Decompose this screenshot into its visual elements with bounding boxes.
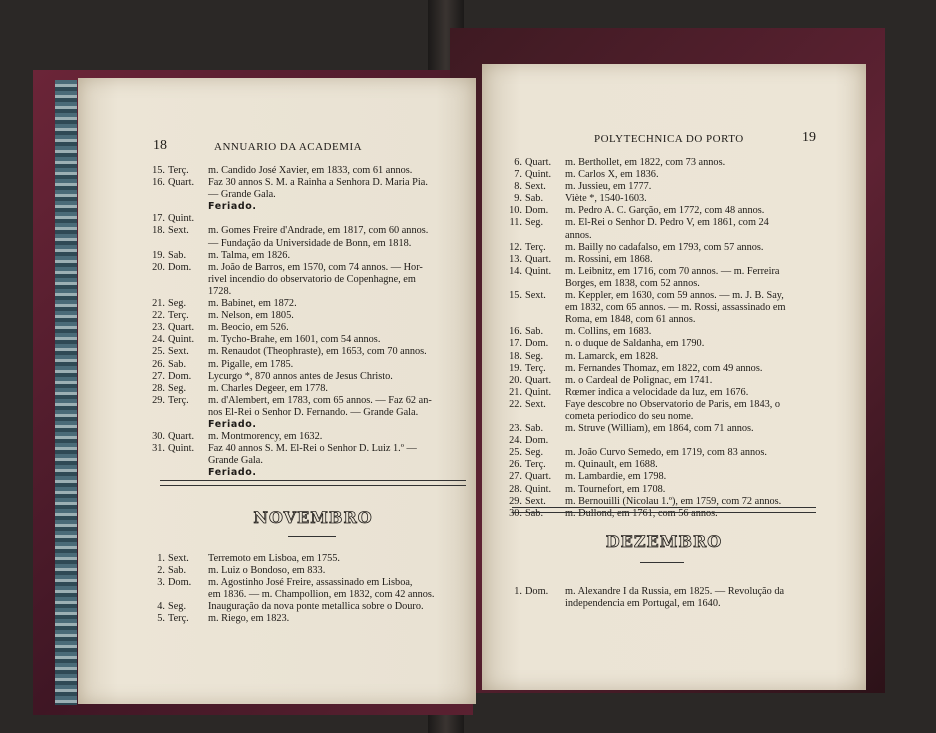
entry-weekday: Quint. xyxy=(168,334,195,346)
entry-day xyxy=(148,286,165,298)
entry-weekday: Terç. xyxy=(525,459,546,471)
entry-day xyxy=(148,201,165,213)
entry-row xyxy=(148,589,468,601)
entry-day: 24. xyxy=(152,334,165,346)
entry-text: m. Beocio, em 526. xyxy=(208,322,289,334)
entry-row xyxy=(500,169,820,181)
entry-row xyxy=(148,262,468,274)
entry-day: 31. xyxy=(152,443,165,455)
entry-day xyxy=(500,302,522,314)
entry-weekday xyxy=(168,201,208,213)
entry-day: 22. xyxy=(152,310,165,322)
entry-text: m. Gomes Freire d'Andrade, em 1817, com 60 annos. xyxy=(208,225,429,237)
entry-weekday: Seg. xyxy=(168,382,187,394)
entry-day xyxy=(148,467,165,479)
title-underline xyxy=(288,536,336,537)
entry-day: 24. xyxy=(509,435,522,447)
entry-row xyxy=(500,399,820,411)
entry-day: 8. xyxy=(514,181,522,193)
entry-row xyxy=(148,201,468,213)
entry-weekday: Sext. xyxy=(525,495,546,507)
entry-weekday: Sab. xyxy=(525,326,544,338)
entry-weekday: Sab. xyxy=(168,358,187,370)
page-number: 19 xyxy=(802,130,816,145)
entry-row xyxy=(500,423,820,435)
entry-text: annos. xyxy=(565,229,592,241)
entry-row xyxy=(148,238,468,250)
entry-text: m. Dullond, em 1761, com 56 annos. xyxy=(565,507,718,519)
entry-row xyxy=(500,459,820,471)
entry-text: Rœmer indica a velocidade da luz, em 1676. xyxy=(565,386,749,398)
entry-day: 29. xyxy=(152,394,165,406)
entry-text: m. Fernandes Thomaz, em 1822, com 49 annos. xyxy=(565,362,763,374)
entry-text: Viète *, 1540-1603. xyxy=(565,193,647,205)
entry-text: m. Babinet, em 1872. xyxy=(208,298,297,310)
entry-text: m. Charles Degeer, em 1778. xyxy=(208,382,328,394)
entry-row xyxy=(148,565,468,577)
entry-row xyxy=(500,598,820,610)
entry-day: 1. xyxy=(157,553,165,564)
entry-day: 23. xyxy=(152,322,165,334)
entry-day xyxy=(500,278,522,290)
entry-text: m. Pedro A. C. Garção, em 1772, com 48 annos. xyxy=(565,205,765,217)
entry-row xyxy=(148,395,468,407)
entry-row xyxy=(500,351,820,363)
entry-day: 3. xyxy=(157,577,165,589)
entry-row xyxy=(500,230,820,242)
entry-text: Faz 30 annos S. M. a Rainha a Senhora D. Maria Pia. xyxy=(208,177,428,189)
entry-weekday xyxy=(525,278,565,290)
entry-text: m. Luiz o Bondoso, em 833. xyxy=(208,565,326,577)
entry-text: em 1832, com 65 annos. — m. Rossi, assassinado em xyxy=(565,302,786,314)
entry-text: m. Keppler, em 1630, com 59 annos. — m. J. B. Say, xyxy=(565,290,784,302)
entry-row xyxy=(148,274,468,286)
entry-weekday: Quart. xyxy=(168,177,195,189)
entry-weekday: Dom. xyxy=(525,586,549,597)
entry-row xyxy=(148,419,468,431)
entry-text: m. Agostinho José Freire, assassinado em Lisboa, xyxy=(208,577,413,589)
entry-text: rivel incendio do observatorio de Copenhagne, em xyxy=(208,273,416,285)
entry-row xyxy=(148,371,468,383)
entry-day xyxy=(148,238,165,250)
entry-text: independencia em Portugal, em 1640. xyxy=(565,598,721,610)
entry-weekday xyxy=(525,314,565,326)
entry-day: 1. xyxy=(514,586,522,597)
entry-day: 17. xyxy=(152,213,165,225)
entry-row xyxy=(500,447,820,459)
entry-row xyxy=(148,213,468,225)
entry-text: m. Tournefort, em 1708. xyxy=(565,483,666,495)
entry-weekday: Seg. xyxy=(168,601,187,613)
entry-weekday: Quint. xyxy=(168,443,195,455)
entry-row xyxy=(148,250,468,262)
entry-day: 15. xyxy=(152,165,165,176)
entry-day: 12. xyxy=(509,241,522,253)
entry-weekday: Sab. xyxy=(168,249,187,261)
entry-day: 21. xyxy=(152,298,165,310)
entry-day xyxy=(500,411,522,423)
entry-text: m. Struve (William), em 1864, com 71 annos. xyxy=(565,423,754,435)
entry-row xyxy=(500,290,820,302)
entry-text: m. João de Barros, em 1570, com 74 annos. — Hor- xyxy=(208,261,423,273)
entry-row xyxy=(148,189,468,201)
entry-day: 20. xyxy=(509,374,522,386)
entry-text: m. Collins, em 1683. xyxy=(565,326,652,338)
entry-day: 27. xyxy=(509,471,522,483)
entry-row xyxy=(148,455,468,467)
entry-weekday: Dom. xyxy=(525,338,549,350)
entry-text: m. El-Rei o Senhor D. Pedro V, em 1861, com 24 xyxy=(565,217,769,229)
entry-day: 27. xyxy=(152,370,165,382)
entry-text: m. Berthollet, em 1822, com 73 annos. xyxy=(565,157,726,168)
entry-day: 30. xyxy=(152,431,165,443)
entry-weekday: Quint. xyxy=(525,169,552,181)
entry-row xyxy=(500,375,820,387)
entry-day: 5. xyxy=(157,613,165,625)
entry-row xyxy=(500,157,820,169)
section-divider xyxy=(160,480,466,486)
entry-row xyxy=(148,601,468,613)
entry-day: 25. xyxy=(509,447,522,459)
entry-row xyxy=(500,338,820,350)
entry-weekday: Dom. xyxy=(168,370,192,382)
entry-weekday: Dom. xyxy=(525,435,549,447)
title-underline xyxy=(640,562,684,563)
december-entries xyxy=(500,586,820,610)
entry-row xyxy=(148,553,468,565)
entry-weekday: Dom. xyxy=(168,261,192,273)
entry-weekday: Sext. xyxy=(168,225,189,237)
november-entries-continued xyxy=(500,157,820,520)
entry-row xyxy=(148,310,468,322)
entry-row xyxy=(500,242,820,254)
entry-text: m. d'Alembert, em 1783, com 65 annos. — Faz 62 an- xyxy=(208,394,432,406)
entry-weekday: Terç. xyxy=(168,394,189,406)
entry-day xyxy=(148,274,165,286)
entry-weekday: Quart. xyxy=(525,374,552,386)
entry-weekday: Terç. xyxy=(525,241,546,253)
entry-text: n. o duque de Saldanha, em 1790. xyxy=(565,338,705,350)
entry-text: m. Montmorency, em 1632. xyxy=(208,431,323,443)
month-title: NOVEMBRO xyxy=(253,508,373,527)
entry-row xyxy=(148,359,468,371)
entry-day xyxy=(148,407,165,419)
entry-day: 26. xyxy=(152,358,165,370)
entry-weekday: Seg. xyxy=(525,350,544,362)
entry-row xyxy=(500,314,820,326)
entry-weekday: Quart. xyxy=(525,157,552,168)
entry-row xyxy=(500,411,820,423)
month-title: DEZEMBRO xyxy=(605,532,723,551)
entry-row xyxy=(148,322,468,334)
entry-text: Lycurgo *, 870 annos antes de Jesus Christo. xyxy=(208,370,393,382)
entry-row xyxy=(500,181,820,193)
november-entries xyxy=(148,553,468,626)
entry-weekday: Quart. xyxy=(168,322,195,334)
entry-text: m. Tycho-Brahe, em 1601, com 54 annos. xyxy=(208,334,381,346)
entry-weekday: Quint. xyxy=(168,213,195,225)
entry-row xyxy=(500,471,820,483)
entry-row xyxy=(500,363,820,375)
entry-text: m. o Cardeal de Polignac, em 1741. xyxy=(565,374,713,386)
entry-day: 9. xyxy=(514,193,522,205)
entry-weekday: Dom. xyxy=(525,205,549,217)
entry-weekday: Terç. xyxy=(525,362,546,374)
entry-day: 10. xyxy=(509,205,522,217)
entry-day: 28. xyxy=(152,382,165,394)
entry-text: nos El-Rei o Senhor D. Fernando. — Grande Gala. xyxy=(208,406,419,418)
entry-text: Roma, em 1848, com 61 annos. xyxy=(565,314,696,326)
entry-day: 17. xyxy=(509,338,522,350)
entry-day: 26. xyxy=(509,459,522,471)
running-header: ANNUARIO DA ACADEMIA xyxy=(214,141,363,153)
entry-day: 16. xyxy=(509,326,522,338)
entry-row xyxy=(148,407,468,419)
entry-row xyxy=(148,225,468,237)
entry-weekday xyxy=(525,230,565,242)
entry-row xyxy=(500,387,820,399)
entry-day: 19. xyxy=(152,249,165,261)
entry-weekday: Terç. xyxy=(168,165,189,176)
entry-weekday: Sext. xyxy=(168,346,189,358)
entry-day: 11. xyxy=(509,217,522,229)
entry-text: Grande Gala. xyxy=(208,455,263,467)
entry-row xyxy=(500,435,820,447)
entry-day: 14. xyxy=(509,265,522,277)
entry-text: Inauguração da nova ponte metallica sobre o Douro. xyxy=(208,601,424,613)
entry-weekday: Seg. xyxy=(525,217,544,229)
entry-text: Faz 40 annos S. M. El-Rei o Senhor D. Luiz 1.º — xyxy=(208,443,417,455)
entry-text: m. Quinault, em 1688. xyxy=(565,459,658,471)
entry-day: 22. xyxy=(509,398,522,410)
entry-text: m. Lamarck, em 1828. xyxy=(565,350,659,362)
entry-row xyxy=(500,193,820,205)
left-page xyxy=(78,78,476,704)
entry-weekday: Sab. xyxy=(525,423,544,435)
entry-row xyxy=(500,205,820,217)
entry-day: 13. xyxy=(509,253,522,265)
entry-weekday xyxy=(168,274,208,286)
entry-row xyxy=(148,577,468,589)
right-page xyxy=(482,64,866,690)
entry-day: 7. xyxy=(514,169,522,181)
entry-row xyxy=(500,254,820,266)
page-edge-marbling xyxy=(55,80,77,705)
entry-text: — Grande Gala. xyxy=(208,189,276,201)
entry-weekday: Sext. xyxy=(525,181,546,193)
entry-weekday: Quart. xyxy=(168,431,195,443)
entry-weekday xyxy=(525,598,565,610)
entry-text: m. Lambardie, em 1798. xyxy=(565,471,667,483)
entry-day: 30. xyxy=(509,507,522,519)
entry-row xyxy=(500,217,820,229)
section-divider xyxy=(512,507,816,513)
entry-row xyxy=(148,613,468,625)
entry-weekday xyxy=(168,419,208,431)
entry-text: m. Riego, em 1823. xyxy=(208,613,290,625)
holiday-label: Feriado. xyxy=(208,467,257,479)
entry-day: 16. xyxy=(152,177,165,189)
entry-row xyxy=(148,443,468,455)
entry-row xyxy=(148,334,468,346)
entry-text: m. Nelson, em 1805. xyxy=(208,310,294,322)
entry-day xyxy=(500,598,522,610)
entry-weekday: Quart. xyxy=(525,253,552,265)
entry-day: 23. xyxy=(509,423,522,435)
entry-text: — Fundação da Universidade de Bonn, em 1818. xyxy=(208,237,412,249)
entry-row xyxy=(500,266,820,278)
entry-weekday xyxy=(168,189,208,201)
entry-day: 2. xyxy=(157,565,165,577)
entry-day: 18. xyxy=(509,350,522,362)
entry-text: m. Carlos X, em 1836. xyxy=(565,169,659,181)
entry-day xyxy=(148,589,165,601)
entry-text: m. João Curvo Semedo, em 1719, com 83 annos. xyxy=(565,447,767,459)
entry-weekday: Quint. xyxy=(525,386,552,398)
entry-weekday: Sext. xyxy=(168,553,189,564)
entry-text: m. Rossini, em 1868. xyxy=(565,253,653,265)
entry-row xyxy=(500,326,820,338)
entry-weekday xyxy=(168,467,208,479)
entry-text: Borges, em 1838, com 52 annos. xyxy=(565,277,700,289)
entry-text: Faye descobre no Observatorio de Paris, em 1843, o xyxy=(565,398,781,410)
entry-text: m. Renaudot (Theophraste), em 1653, com 70 annos. xyxy=(208,346,427,358)
entry-row xyxy=(500,278,820,290)
entry-weekday: Quint. xyxy=(525,483,552,495)
entry-weekday xyxy=(525,302,565,314)
entry-weekday xyxy=(525,411,565,423)
entry-day: 25. xyxy=(152,346,165,358)
page-number: 18 xyxy=(153,138,167,153)
entry-weekday xyxy=(168,407,208,419)
entry-weekday xyxy=(168,286,208,298)
entry-row xyxy=(148,467,468,479)
holiday-label: Feriado. xyxy=(208,201,257,213)
entry-row xyxy=(148,346,468,358)
entry-text: Terremoto em Lisboa, em 1755. xyxy=(208,553,340,564)
entry-day xyxy=(500,230,522,242)
entry-weekday: Sext. xyxy=(525,398,546,410)
entry-row xyxy=(148,431,468,443)
entry-weekday: Sab. xyxy=(525,193,544,205)
entry-day xyxy=(148,455,165,467)
entry-text: m. Talma, em 1826. xyxy=(208,249,291,261)
october-entries xyxy=(148,165,468,479)
entry-day: 4. xyxy=(157,601,165,613)
entry-row xyxy=(148,383,468,395)
entry-day: 19. xyxy=(509,362,522,374)
entry-weekday: Quart. xyxy=(525,471,552,483)
entry-text: m. Leibnitz, em 1716, com 70 annos. — m. Ferreira xyxy=(565,265,780,277)
entry-text: cometa periodico do seu nome. xyxy=(565,410,694,422)
entry-text xyxy=(565,435,820,447)
entry-text: m. Pigalle, em 1785. xyxy=(208,358,294,370)
entry-text: m. Bernouilli (Nicolau 1.º), em 1759, com 72 annos. xyxy=(565,495,782,507)
entry-text: 1728. xyxy=(208,285,232,297)
entry-day: 15. xyxy=(509,290,522,302)
entry-weekday: Dom. xyxy=(168,577,192,589)
entry-weekday xyxy=(168,455,208,467)
entry-weekday: Terç. xyxy=(168,310,189,322)
entry-weekday: Seg. xyxy=(168,298,187,310)
entry-row xyxy=(148,298,468,310)
entry-weekday: Sab. xyxy=(168,565,187,577)
entry-day: 20. xyxy=(152,261,165,273)
entry-row xyxy=(148,286,468,298)
entry-day: 21. xyxy=(509,386,522,398)
entry-row xyxy=(148,165,468,177)
entry-text: m. Bailly no cadafalso, em 1793, com 57 annos. xyxy=(565,241,764,253)
entry-day xyxy=(500,314,522,326)
holiday-label: Feriado. xyxy=(208,418,257,430)
entry-day: 28. xyxy=(509,483,522,495)
entry-weekday: Sext. xyxy=(525,290,546,302)
entry-weekday xyxy=(168,589,208,601)
entry-day xyxy=(148,419,165,431)
entry-text: m. Candido José Xavier, em 1833, com 61 annos. xyxy=(208,165,413,176)
entry-row xyxy=(500,302,820,314)
entry-day xyxy=(148,189,165,201)
entry-text: m. Alexandre I da Russia, em 1825. — Revolução da xyxy=(565,586,785,597)
entry-text: m. Jussieu, em 1777. xyxy=(565,181,652,193)
entry-day: 6. xyxy=(514,157,522,168)
entry-weekday: Quint. xyxy=(525,265,552,277)
entry-row xyxy=(148,177,468,189)
entry-text: em 1836. — m. Champollion, em 1832, com 42 annos. xyxy=(208,589,435,601)
entry-row xyxy=(500,496,820,508)
entry-day: 18. xyxy=(152,225,165,237)
entry-row xyxy=(500,586,820,598)
entry-weekday: Sab. xyxy=(525,507,544,519)
entry-weekday: Seg. xyxy=(525,447,544,459)
running-header: POLYTECHNICA DO PORTO xyxy=(594,133,744,145)
entry-text xyxy=(208,213,468,225)
entry-day: 29. xyxy=(509,495,522,507)
entry-weekday xyxy=(168,238,208,250)
entry-row xyxy=(500,484,820,496)
entry-weekday: Terç. xyxy=(168,613,189,625)
